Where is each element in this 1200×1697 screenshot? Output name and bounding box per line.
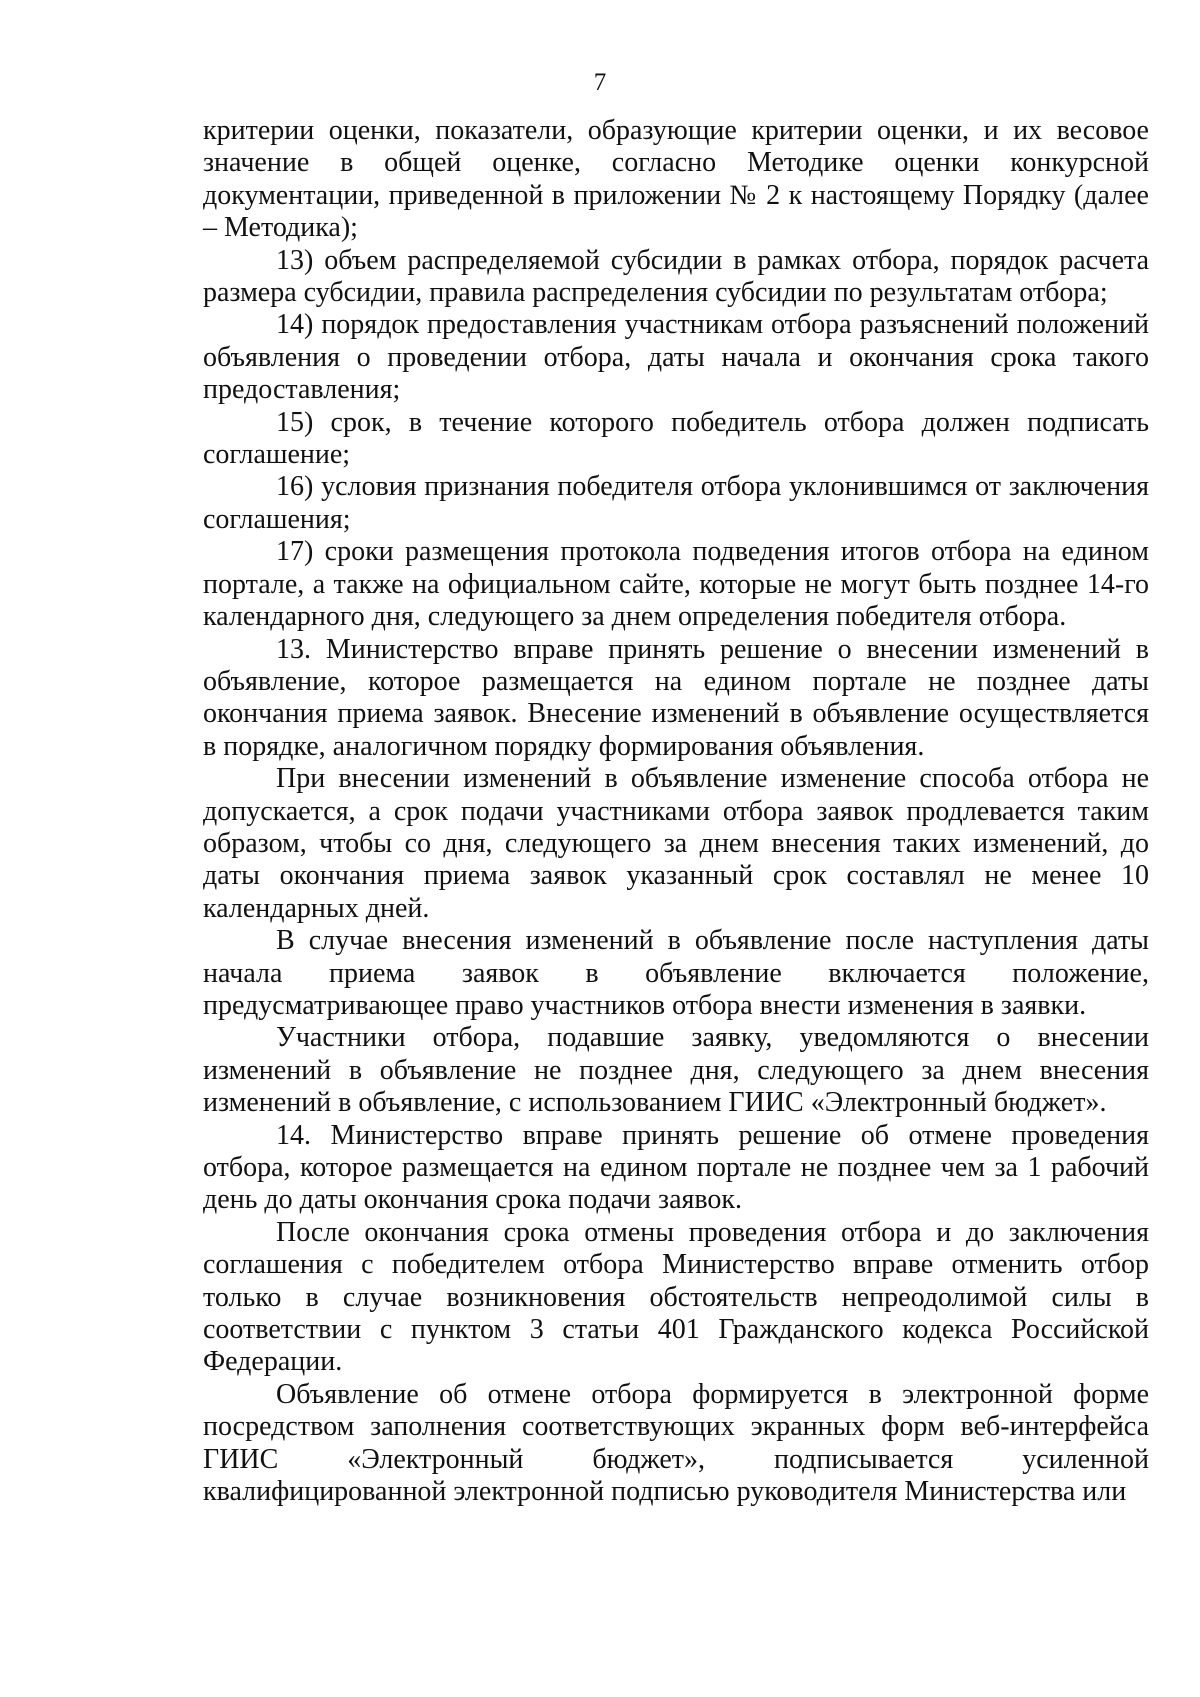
paragraph-item-16: 16) условия признания победителя отбора уклонившимся от заключения соглашения; [203,471,1149,535]
paragraph-item-17: 17) сроки размещения протокола подведения итогов отбора на едином портале, а также на официальном сайте, которые не могут быть позднее 14-го календарного дня, следующего за днем определения победителя отбора. [203,536,1149,633]
paragraph-changes-terms: При внесении изменений в объявление изменение способа отбора не допускается, а срок подачи участниками отбора заявок продлевается таким образом, чтобы со дня, следующего за днем внесения таких изменений, до даты окончания приема заявок указанный срок составлял не менее 10 календарных дней. [203,763,1149,924]
paragraph-changes-after-start: В случае внесения изменений в объявление после наступления даты начала приема заявок в объявление включается положение, предусматривающее право участников отбора внести изменения в заявки. [203,925,1149,1021]
page-number: 7 [593,69,607,96]
paragraph-criteria: критерии оценки, показатели, образующие критерии оценки, и их весовое значение в общей оценке, согласно Методике оценки конкурсной документации, приведенной в приложении № 2 к настоящему Порядку (далее – Методика); [203,115,1149,244]
paragraph-participants-notice: Участники отбора, подавшие заявку, уведомляются о внесении изменений в объявление не позднее дня, следующего за днем внесения изменений в объявление, с использованием ГИИС «Электронный бюджет». [203,1022,1149,1119]
paragraph-item-13: 13) объем распределяемой субсидии в рамках отбора, порядок расчета размера субсидии, правила распределения субсидии по результатам отбора; [203,244,1149,309]
paragraph-clause-14: 14. Министерство вправе принять решение об отмене проведения отбора, которое размещается на едином портале не позднее чем за 1 рабочий день до даты окончания срока подачи заявок. [203,1119,1149,1216]
paragraph-cancel-announcement: Объявление об отмене отбора формируется в электронной форме посредством заполнения соответствующих экранных форм веб-интерфейса ГИИС «Электронный бюджет», подписывается усиленной квалифицированной электронной подписью руководителя Министерства или [203,1378,1149,1508]
paragraph-clause-13: 13. Министерство вправе принять решение о внесении изменений в объявление, которое размещается на едином портале не позднее даты окончания приема заявок. Внесение изменений в объявление осуществляется в порядке, аналогичном порядку формирования объявления. [203,633,1149,762]
paragraph-item-14: 14) порядок предоставления участникам отбора разъяснений положений объявления о проведении отбора, даты начала и окончания срока такого предоставления; [203,309,1149,406]
paragraph-force-majeure: После окончания срока отмены проведения отбора и до заключения соглашения с победителем отбора Министерство вправе отменить отбор только в случае возникновения обстоятельств непреодолимой силы в соответствии с пунктом 3 статьи 401 Гражданского кодекса Российской Федерации. [203,1216,1149,1378]
paragraph-item-15: 15) срок, в течение которого победитель отбора должен подписать соглашение; [203,406,1149,471]
document-body [203,115,1149,1508]
